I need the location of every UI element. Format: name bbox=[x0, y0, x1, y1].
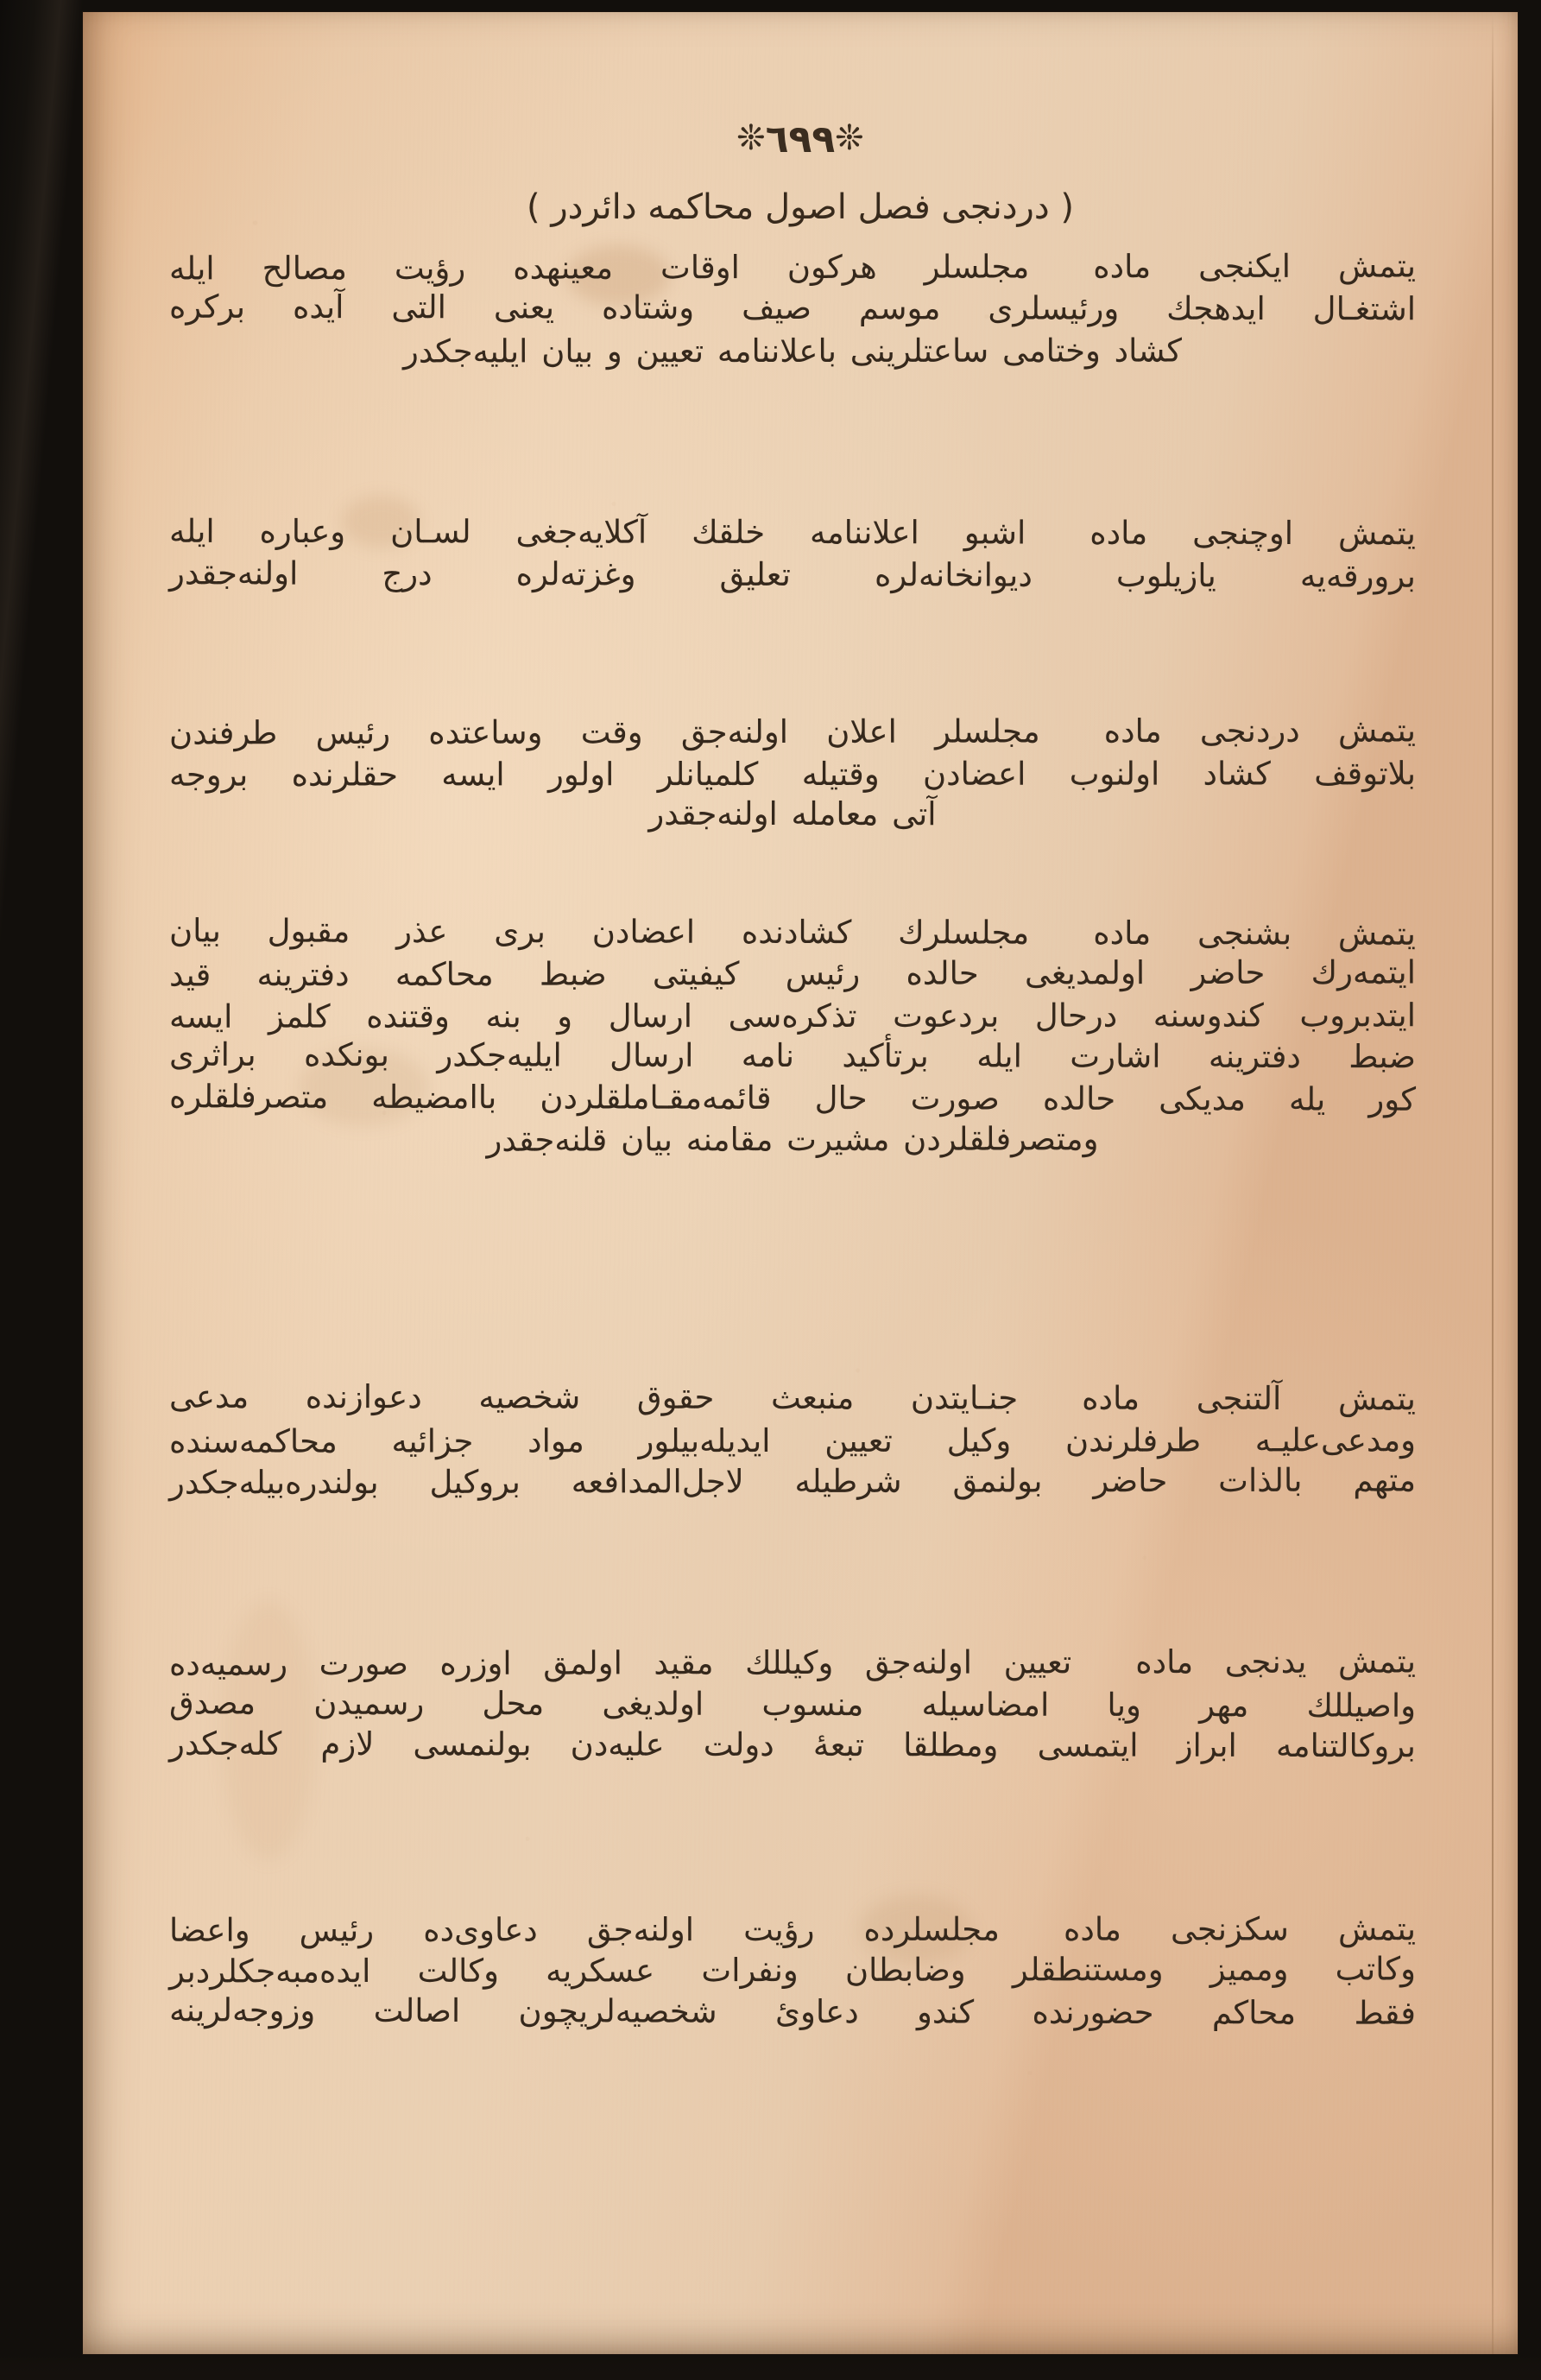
article-text-line: بلاتوقف كشاد اولنوب اعضادن وقتيله كلميانلر اولور ايسه حقلرنده بروجه bbox=[168, 755, 1417, 794]
article-75 bbox=[169, 912, 1416, 1162]
paper-leaf bbox=[83, 12, 1518, 2354]
floral-ornament-icon: ❊ bbox=[736, 117, 766, 158]
article-heading-line bbox=[169, 511, 1416, 555]
article-text-line: ضبط دفترينه اشارت ايله برتأكيد نامه ارسال ايليه‌جكدر بونكده براثرى bbox=[168, 1036, 1417, 1076]
article-text-line: ايتدبروب كندوسنه درحال بردعوت تذكره‌سى ارسال و بنه وقتنده كلمز ايسه bbox=[168, 997, 1417, 1035]
article-heading-line bbox=[169, 710, 1416, 754]
article-label: يتمش يدنجى ماده bbox=[1135, 1643, 1417, 1681]
article-heading-line bbox=[169, 910, 1416, 955]
article-heading-line bbox=[169, 1641, 1416, 1685]
article-label: يتمش اوچنجى ماده bbox=[1089, 514, 1417, 553]
article-label: يتمش بشنجى ماده bbox=[1093, 914, 1417, 953]
article-heading-line bbox=[169, 1377, 1416, 1421]
article-text-line: كشاد وختامى ساعتلرينى باعلاننامه تعيين و بيان ايليه‌جكدر bbox=[402, 332, 1183, 370]
article-78 bbox=[169, 1908, 1416, 2033]
article-74 bbox=[169, 712, 1416, 836]
article-label: يتمش آلتنجى ماده bbox=[1082, 1379, 1417, 1418]
article-text-line: وكاتب وممیز ومستنطقلر وضابطان ونفرات عسكريه وكالت ايده‌مبه‌جكلردبر bbox=[168, 1950, 1417, 1991]
article-label: يتمش سكزنجى ماده bbox=[1063, 1910, 1417, 1948]
article-72 bbox=[169, 247, 1416, 371]
article-text: تعيين اولنه‌جق وكيللك مقيد اولمق اوزره صورت رسميه‌ده bbox=[168, 1643, 1072, 1683]
article-text-line: متهم بالذات حاضر بولنمق شرطيله لاجل‌المدافعه بروكيل بولندره‌بيله‌جكدر bbox=[168, 1461, 1417, 1502]
article-77 bbox=[169, 1643, 1416, 1767]
article-text-line: ايتمه‌رك حاضر اولمديغى حالده رئيس كيفيتى ضبط محاكمه دفترينه قيد bbox=[168, 953, 1417, 994]
article-text-line: واصيللك مهر ويا امضاسيله منسوب اولديغى محل رسميدن مصدق bbox=[168, 1684, 1417, 1725]
article-text-line: ومتصرفلقلردن مشيرت مقامنه بيان قلنه‌جقدر bbox=[486, 1120, 1099, 1160]
article-text: جنـايتدن منبعث حقوق شخصيه دعوازنده مدعى bbox=[168, 1377, 1019, 1417]
article-text-line: برورقه‌يه يازيلوب ديوانخانه‌لره تعليق وغزته‌لره درج اولنه‌جقدر bbox=[168, 554, 1417, 595]
article-label: يتمش دردنجى ماده bbox=[1103, 712, 1417, 750]
article-76 bbox=[169, 1378, 1416, 1503]
article-label: يتمش ايكنجى ماده bbox=[1093, 247, 1417, 286]
article-text-line: اشتغـال ايدهجك ورئيسلرى موسم صيف وشتاده يعنى التى آيده بركره bbox=[168, 288, 1417, 328]
article-text: مجلسلر هركون اوقات معينهده رؤيت مصالح ايله bbox=[168, 248, 1030, 288]
bottom-edge-shadow bbox=[0, 2354, 1541, 2380]
article-text: مجلسلرك كشادنده اعضادن برى عذر مقبول بيان bbox=[168, 912, 1030, 952]
page-number: ٦٩٩ bbox=[765, 117, 836, 161]
article-heading-line bbox=[169, 1908, 1416, 1952]
text-column bbox=[83, 12, 1518, 2354]
article-text: اشبو اعلاننامه خلقك آكلايه‌جغى لسـان وعباره ايله bbox=[168, 512, 1026, 552]
floral-ornament-icon: ❊ bbox=[835, 117, 864, 158]
folio-line bbox=[83, 117, 1518, 161]
article-73 bbox=[169, 513, 1416, 596]
chapter-heading: ( دردنجى فصل اصول محاكمه دائردر ) bbox=[527, 187, 1074, 227]
article-text-line: كور يله مديكى حالده صورت حال قائمه‌مقـاملقلردن باامضيطه متصرفلقلره bbox=[168, 1078, 1417, 1119]
article-text-line: ومدعى‌عليـه طرفلرندن وكيل تعيين ايديله‌بيلور مواد جزائيه محاكمه‌سنده bbox=[168, 1421, 1417, 1460]
article-heading-line bbox=[169, 245, 1416, 289]
article-text-line: فقط محاكم حضورنده كندو دعاوىٔ شخصيه‌لريچون اصالت وزوجه‌لرينه bbox=[168, 1991, 1417, 2032]
article-text: مجلسلرده رؤيت اولنه‌جق دعاوى‌ده رئيس واعضا bbox=[168, 1910, 1001, 1949]
article-text-line: آتى معامله اولنه‌جقدر bbox=[648, 794, 937, 833]
article-text: مجلسلر اعلان اولنه‌جق وقت وساعتده رئيس طرفندن bbox=[168, 712, 1040, 752]
article-text-line: بروكالتنامه ابراز ايتمسى ومطلقا تبعهٔ دولت عليه‌دن بولنمسى لازم كله‌جكدر bbox=[168, 1725, 1417, 1765]
